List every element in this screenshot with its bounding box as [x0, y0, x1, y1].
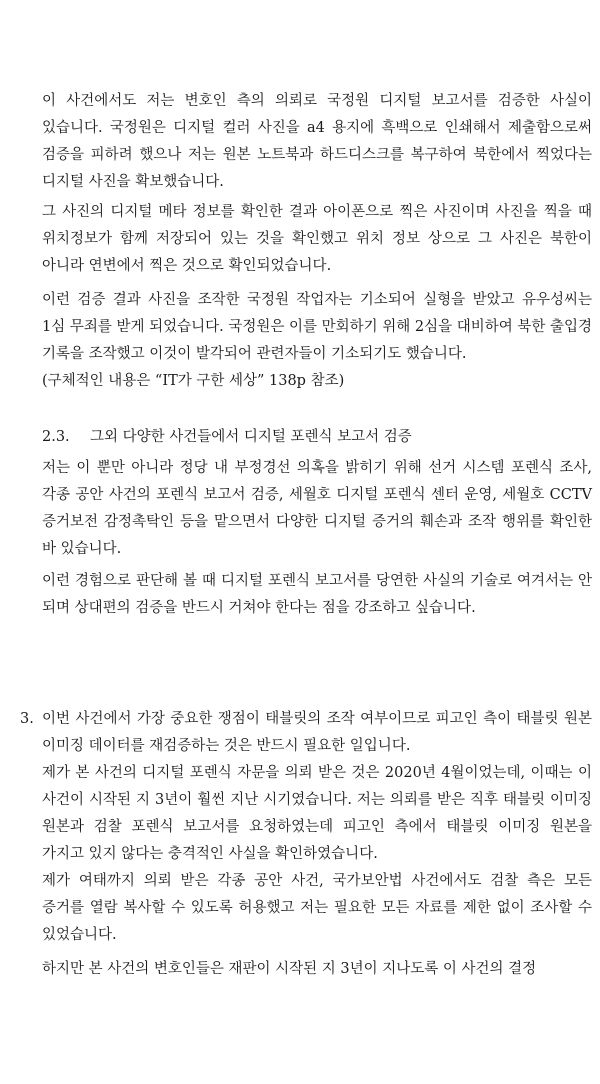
paragraph-verification-result: 이런 검증 결과 사진을 조작한 국정원 작업자는 기소되어 실형을 받았고 유우성씨는 1심 무죄를 받게 되었습니다. 국정원은 이를 만회하기 위해 2심을 대비하여 북한 출입경 기록을 조작했고 이것이 발각되어 관련자들이 기소되기도 했습니다.	[42, 292, 592, 362]
paragraph-nis-verification: 이 사건에서도 저는 변호인 측의 의뢰로 국정원 디지털 보고서를 검증한 사실이 있습니다. 국정원은 디지털 컬러 사진을 a4 용지에 흑백으로 인쇄해서 제출함으로써 검증을 피하려 했으나 저는 원본 노트북과 하드디스크를 복구하여 북한에서 찍었다는 디지털 사진을 확보했습니다.	[42, 93, 592, 190]
paragraph-however: 하지만 본 사건의 변호인들은 재판이 시작된 지 3년이 지나도록 이 사건의 결정	[42, 961, 537, 977]
reference-note: (구체적인 내용은 “IT가 구한 세상” 138p 참조)	[42, 373, 345, 389]
paragraph-other-cases: 저는 이 뿐만 아니라 정당 내 부정경선 의혹을 밝히기 위해 선거 시스템 포렌식 조사, 각종 공안 사건의 포렌식 보고서 검증, 세월호 디지털 포렌식 센터 운영, 세월호 CCTV 증거보전 감정촉탁인 등을 맡으면서 다양한 디지털 증거의 훼손과 조작 행위를 확인한 바 있습니다.	[42, 460, 592, 557]
paragraph-prior-cases: 제가 여태까지 의뢰 받은 각종 공안 사건, 국가보안법 사건에서도 검찰 측은 모든 증거를 열람 복사할 수 있도록 허용했고 저는 필요한 모든 자료를 제한 없이 조사할 수 있었습니다.	[42, 873, 592, 943]
section-heading	[42, 424, 582, 451]
paragraph-emphasis: 이런 경험으로 판단해 볼 때 디지털 포렌식 보고서를 당연한 사실의 기술로 여겨서는 안 되며 상대편의 검증을 반드시 거쳐야 한다는 점을 강조하고 싶습니다.	[42, 573, 592, 616]
paragraph-key-issue: 이번 사건에서 가장 중요한 쟁점이 태블릿의 조작 여부이므로 피고인 측이 태블릿 원본 이미징 데이터를 재검증하는 것은 반드시 필요한 일입니다.	[42, 711, 592, 754]
paragraph-photo-metadata: 그 사진의 디지털 메타 정보를 확인한 결과 아이폰으로 찍은 사진이며 사진을 찍을 때 위치정보가 함께 저장되어 있는 것을 확인했고 위치 정보 상으로 그 사진은 북한이 아니라 연변에서 찍은 것으로 확인되었습니다.	[42, 204, 592, 274]
paragraph-consultation: 제가 본 사건의 디지털 포렌식 자문을 의뢰 받은 것은 2020년 4월이었는데, 이때는 이 사건이 시작된 지 3년이 훨씬 지난 시기였습니다. 저는 의뢰를 받은 직후 태블릿 이미징 원본과 검찰 포렌식 보고서를 요청하였는데 피고인 측에서 태블릿 이미징 원본을 가지고 있지 않다는 충격적인 사실을 확인하였습니다.	[42, 765, 592, 862]
item-number: 3.	[20, 711, 34, 727]
section-title: 그외 다양한 사건들에서 디지털 포렌식 보고서 검증	[90, 429, 412, 445]
section-number: 2.3.	[42, 429, 70, 445]
